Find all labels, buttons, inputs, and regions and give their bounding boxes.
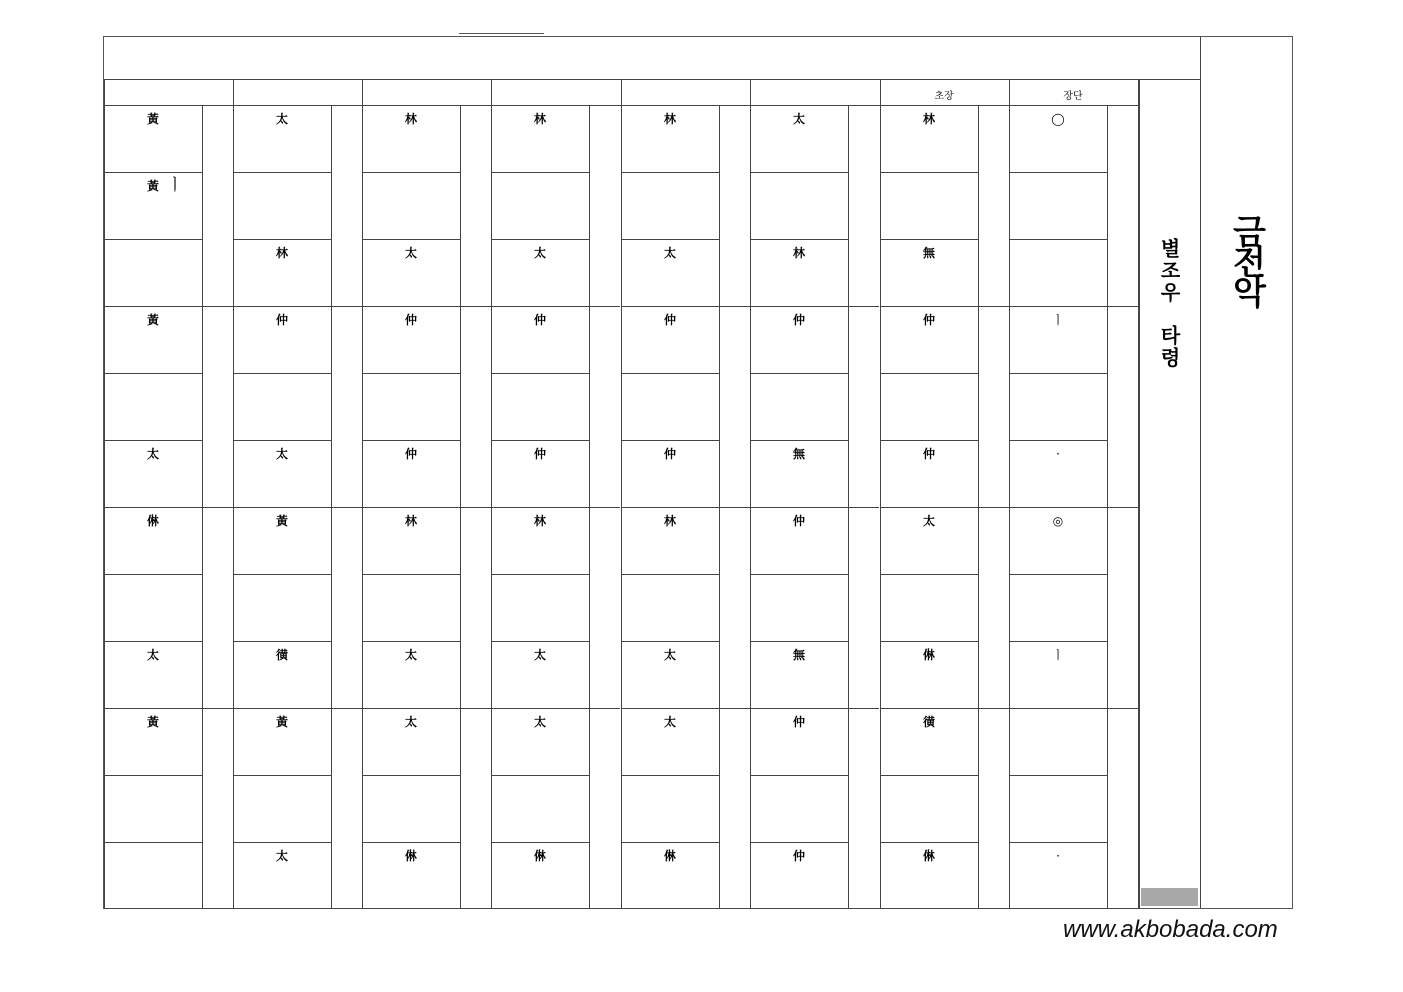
- note-cell: 太: [146, 447, 159, 461]
- note-cell: 仲: [922, 447, 935, 461]
- note-cell: 太: [275, 849, 288, 863]
- header-column-divider: [104, 79, 105, 105]
- note-cell: 林: [663, 112, 676, 126]
- header-column-divider: [362, 79, 363, 105]
- note-cell: 林: [404, 112, 417, 126]
- note-cell: 仲: [533, 313, 546, 327]
- cell-divider: [621, 775, 719, 776]
- note-cell: ㅣ: [1052, 648, 1064, 662]
- note-cell: 林: [404, 514, 417, 528]
- cell-divider: [880, 239, 978, 240]
- note-cell: 黃: [146, 715, 159, 729]
- note-cell: 黃: [275, 514, 288, 528]
- cell-divider: [104, 842, 202, 843]
- gray-marker: [1141, 888, 1198, 906]
- note-cell: 仲: [663, 313, 676, 327]
- note-cell: 仲: [792, 849, 805, 863]
- site-url[interactable]: www.akbobada.com: [1063, 916, 1278, 943]
- note-cell: 太: [922, 514, 935, 528]
- group-divider: [1009, 507, 1138, 508]
- note-cell: 仲: [275, 313, 288, 327]
- note-cell: 太: [275, 112, 288, 126]
- cell-divider: [750, 641, 848, 642]
- cell-divider: [621, 574, 719, 575]
- cell-divider: [1009, 172, 1107, 173]
- note-cell: 仲: [404, 447, 417, 461]
- cell-divider: [104, 440, 202, 441]
- note-cell: 太: [404, 648, 417, 662]
- subtitle-column-divider: [1139, 79, 1140, 908]
- cell-divider: [750, 373, 848, 374]
- cell-divider: [880, 842, 978, 843]
- score-frame: [103, 36, 1293, 909]
- cell-divider: [621, 842, 719, 843]
- cell-divider: [104, 172, 202, 173]
- note-cell: 太: [404, 715, 417, 729]
- note-cell: 太: [533, 715, 546, 729]
- cell-divider: [362, 775, 460, 776]
- cell-divider: [362, 574, 460, 575]
- note-cell: 㑣: [146, 514, 159, 528]
- grid-right-border: [1138, 79, 1139, 909]
- header-label-jangdan: 장단: [1063, 91, 1083, 102]
- note-cell: 太: [792, 112, 805, 126]
- cell-divider: [362, 373, 460, 374]
- note-cell: 太: [533, 648, 546, 662]
- cell-divider: [1009, 574, 1107, 575]
- group-divider: [880, 708, 1009, 709]
- main-title: 금전악: [1226, 214, 1266, 304]
- note-cell: ◎: [1052, 514, 1064, 528]
- cell-divider: [104, 239, 202, 240]
- top-rule: [459, 33, 544, 34]
- cell-divider: [750, 775, 848, 776]
- header-column-divider: [621, 79, 622, 105]
- title-column-divider: [1200, 37, 1201, 908]
- cell-divider: [1009, 775, 1107, 776]
- note-cell: 仲: [533, 447, 546, 461]
- group-divider: [880, 306, 1009, 307]
- cell-divider: [880, 574, 978, 575]
- note-cell: 㣴: [922, 715, 935, 729]
- note-cell: 太: [404, 246, 417, 260]
- note-cell: 太: [663, 715, 676, 729]
- cell-divider: [104, 373, 202, 374]
- note-cell: 林: [275, 246, 288, 260]
- cell-divider: [362, 172, 460, 173]
- cell-divider: [750, 842, 848, 843]
- cell-divider: [233, 373, 331, 374]
- cell-divider: [362, 239, 460, 240]
- header-column-divider: [233, 79, 234, 105]
- cell-divider: [750, 574, 848, 575]
- cell-divider: [880, 641, 978, 642]
- note-cell: ·: [1056, 849, 1060, 863]
- cell-divider: [1009, 440, 1107, 441]
- cell-divider: [491, 775, 589, 776]
- group-divider: [1009, 306, 1138, 307]
- cell-divider: [750, 440, 848, 441]
- note-cell: 太: [533, 246, 546, 260]
- group-divider: [491, 507, 620, 508]
- note-cell: 仲: [922, 313, 935, 327]
- cell-divider: [621, 440, 719, 441]
- header-top-divider: [104, 79, 1200, 80]
- note-cell: 無: [922, 246, 935, 260]
- cell-divider: [233, 440, 331, 441]
- cell-divider: [621, 172, 719, 173]
- cell-divider: [491, 440, 589, 441]
- note-cell: 仲: [663, 447, 676, 461]
- cell-divider: [104, 574, 202, 575]
- note-cell: 仲: [792, 715, 805, 729]
- cell-divider: [491, 574, 589, 575]
- cell-divider: [362, 842, 460, 843]
- header-label-chojang: 초장: [934, 91, 954, 102]
- group-divider: [233, 306, 362, 307]
- cell-divider: [362, 440, 460, 441]
- cell-divider: [491, 842, 589, 843]
- note-cell: 黃: [146, 313, 159, 327]
- cell-divider: [104, 641, 202, 642]
- group-divider: [104, 306, 233, 307]
- note-cell: 㑣: [922, 648, 935, 662]
- group-divider: [362, 507, 491, 508]
- vertical-mark: ㅣ: [167, 175, 183, 194]
- cell-divider: [362, 641, 460, 642]
- note-cell: 太: [275, 447, 288, 461]
- note-cell: 太: [663, 246, 676, 260]
- note-cell: 無: [792, 447, 805, 461]
- note-cell: 㑣: [663, 849, 676, 863]
- note-cell: 無: [792, 648, 805, 662]
- group-divider: [491, 708, 620, 709]
- note-cell: 林: [533, 112, 546, 126]
- note-cell: 太: [146, 648, 159, 662]
- cell-divider: [233, 775, 331, 776]
- cell-divider: [233, 239, 331, 240]
- group-divider: [621, 306, 750, 307]
- cell-divider: [621, 373, 719, 374]
- note-cell: 黃: [146, 179, 159, 193]
- note-cell: 黃: [275, 715, 288, 729]
- note-cell: 㑣: [533, 849, 546, 863]
- group-divider: [621, 507, 750, 508]
- group-divider: [621, 708, 750, 709]
- cell-divider: [491, 641, 589, 642]
- group-divider: [104, 708, 233, 709]
- group-divider: [233, 708, 362, 709]
- cell-divider: [621, 239, 719, 240]
- sub-title-line2: 타령: [1157, 325, 1181, 369]
- group-divider: [880, 507, 1009, 508]
- cell-divider: [880, 775, 978, 776]
- cell-divider: [233, 842, 331, 843]
- note-cell: 黃: [146, 112, 159, 126]
- note-cell: 太: [663, 648, 676, 662]
- header-column-divider: [750, 79, 751, 105]
- cell-divider: [491, 172, 589, 173]
- cell-divider: [621, 641, 719, 642]
- header-column-divider: [491, 79, 492, 105]
- cell-divider: [880, 373, 978, 374]
- group-divider: [1009, 708, 1138, 709]
- group-divider: [362, 306, 491, 307]
- cell-divider: [233, 641, 331, 642]
- note-cell: ·: [1056, 447, 1060, 461]
- group-divider: [104, 507, 233, 508]
- sub-title-line1: 별조우: [1157, 238, 1181, 304]
- cell-divider: [880, 440, 978, 441]
- note-cell: 林: [792, 246, 805, 260]
- note-cell: ◯: [1051, 112, 1065, 126]
- cell-divider: [104, 775, 202, 776]
- note-cell: ㅣ: [1052, 313, 1064, 327]
- cell-divider: [491, 239, 589, 240]
- note-cell: 㑣: [404, 849, 417, 863]
- note-cell: 林: [663, 514, 676, 528]
- group-divider: [750, 708, 879, 709]
- note-cell: 仲: [792, 313, 805, 327]
- cell-divider: [233, 574, 331, 575]
- note-cell: 㑣: [922, 849, 935, 863]
- cell-divider: [233, 172, 331, 173]
- group-divider: [362, 708, 491, 709]
- cell-divider: [1009, 239, 1107, 240]
- group-divider: [750, 306, 879, 307]
- note-cell: 㣴: [275, 648, 288, 662]
- cell-divider: [1009, 842, 1107, 843]
- cell-divider: [750, 239, 848, 240]
- note-cell: 仲: [404, 313, 417, 327]
- note-cell: 林: [922, 112, 935, 126]
- cell-divider: [1009, 641, 1107, 642]
- group-divider: [491, 306, 620, 307]
- cell-divider: [880, 172, 978, 173]
- group-divider: [233, 507, 362, 508]
- grid-bottom-border: [104, 908, 1139, 909]
- cell-divider: [1009, 373, 1107, 374]
- cell-divider: [750, 172, 848, 173]
- note-cell: 林: [533, 514, 546, 528]
- cell-divider: [491, 373, 589, 374]
- note-cell: 仲: [792, 514, 805, 528]
- group-divider: [750, 507, 879, 508]
